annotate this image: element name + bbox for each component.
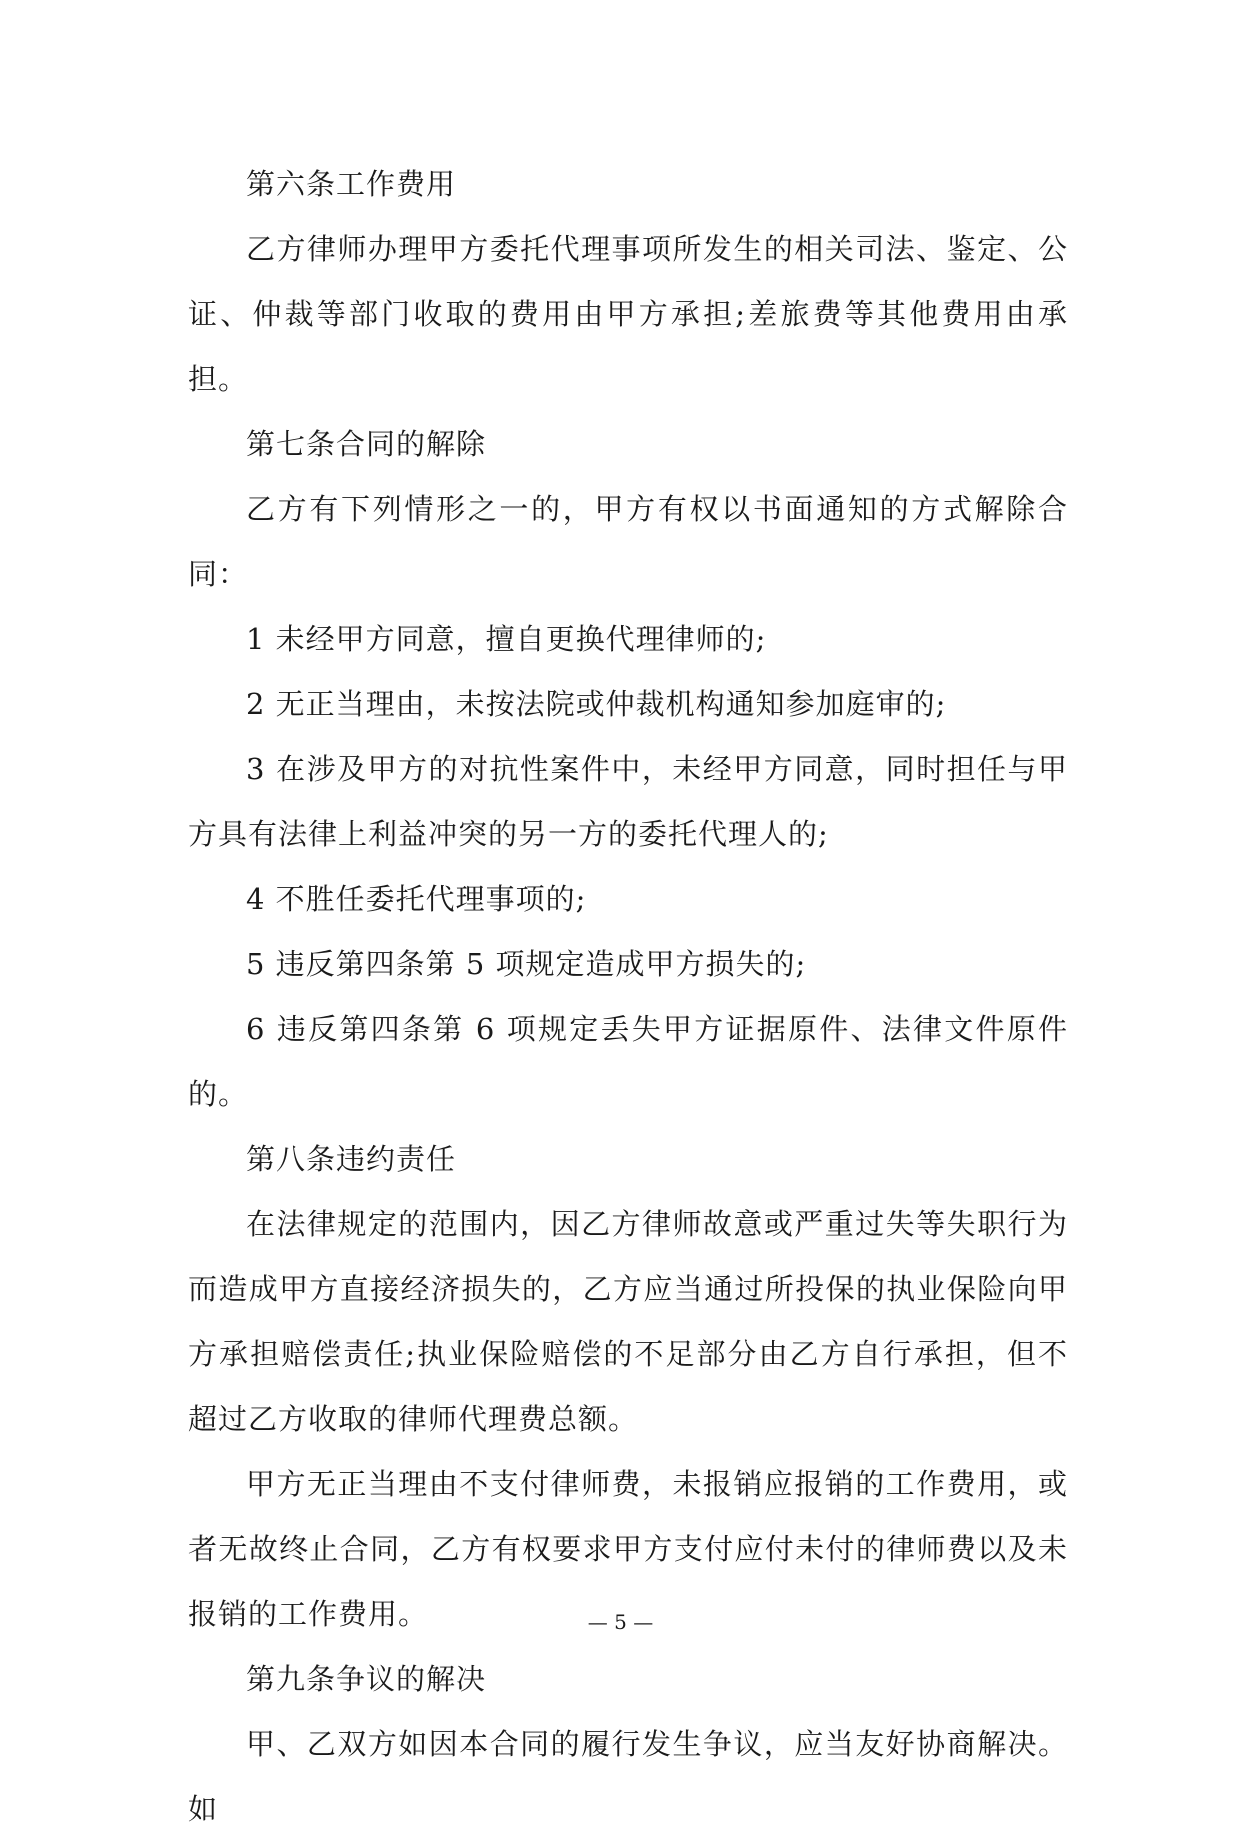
list-item-termination-4: 4 不胜任委托代理事项的;	[246, 882, 587, 916]
list-item-termination-2: 2 无正当理由，未按法院或仲裁机构通知参加庭审的;	[246, 687, 947, 721]
paragraph-dispute-resolution: 甲、乙双方如因本合同的履行发生争议，应当友好协商解决。如	[188, 1727, 1068, 1826]
paragraph-liability-lawyer: 在法律规定的范围内，因乙方律师故意或严重过失等失职行为而造成甲方直接经济损失的，乙方应当通过所投保的执业保险向甲方承担赔偿责任;执业保险赔偿的不足部分由乙方自行承担，但不超过乙方收取的律师代理费总额。	[188, 1207, 1068, 1436]
list-item-termination-6: 6 违反第四条第 6 项规定丢失甲方证据原件、法律文件原件的。	[188, 1012, 1068, 1111]
list-item-termination-1: 1 未经甲方同意，擅自更换代理律师的;	[246, 622, 767, 656]
paragraph-termination-intro: 乙方有下列情形之一的，甲方有权以书面通知的方式解除合同：	[188, 492, 1068, 591]
section-heading-article-8: 第八条违约责任	[246, 1142, 457, 1176]
document-body	[188, 152, 1068, 1842]
page-number: — 5 —	[587, 1610, 654, 1634]
list-item-termination-3: 3 在涉及甲方的对抗性案件中，未经甲方同意，同时担任与甲方具有法律上利益冲突的另一方的委托代理人的;	[188, 752, 1068, 851]
section-heading-article-6: 第六条工作费用	[246, 167, 457, 201]
list-item-termination-5: 5 违反第四条第 5 项规定造成甲方损失的;	[246, 947, 807, 981]
section-heading-article-7: 第七条合同的解除	[246, 427, 487, 461]
section-heading-article-9: 第九条争议的解决	[246, 1662, 487, 1696]
paragraph-work-expenses: 乙方律师办理甲方委托代理事项所发生的相关司法、鉴定、公证、仲裁等部门收取的费用由甲方承担;差旅费等其他费用由承担。	[188, 232, 1068, 396]
paragraph-liability-client: 甲方无正当理由不支付律师费，未报销应报销的工作费用，或者无故终止合同，乙方有权要求甲方支付应付未付的律师费以及未报销的工作费用。	[188, 1467, 1068, 1631]
